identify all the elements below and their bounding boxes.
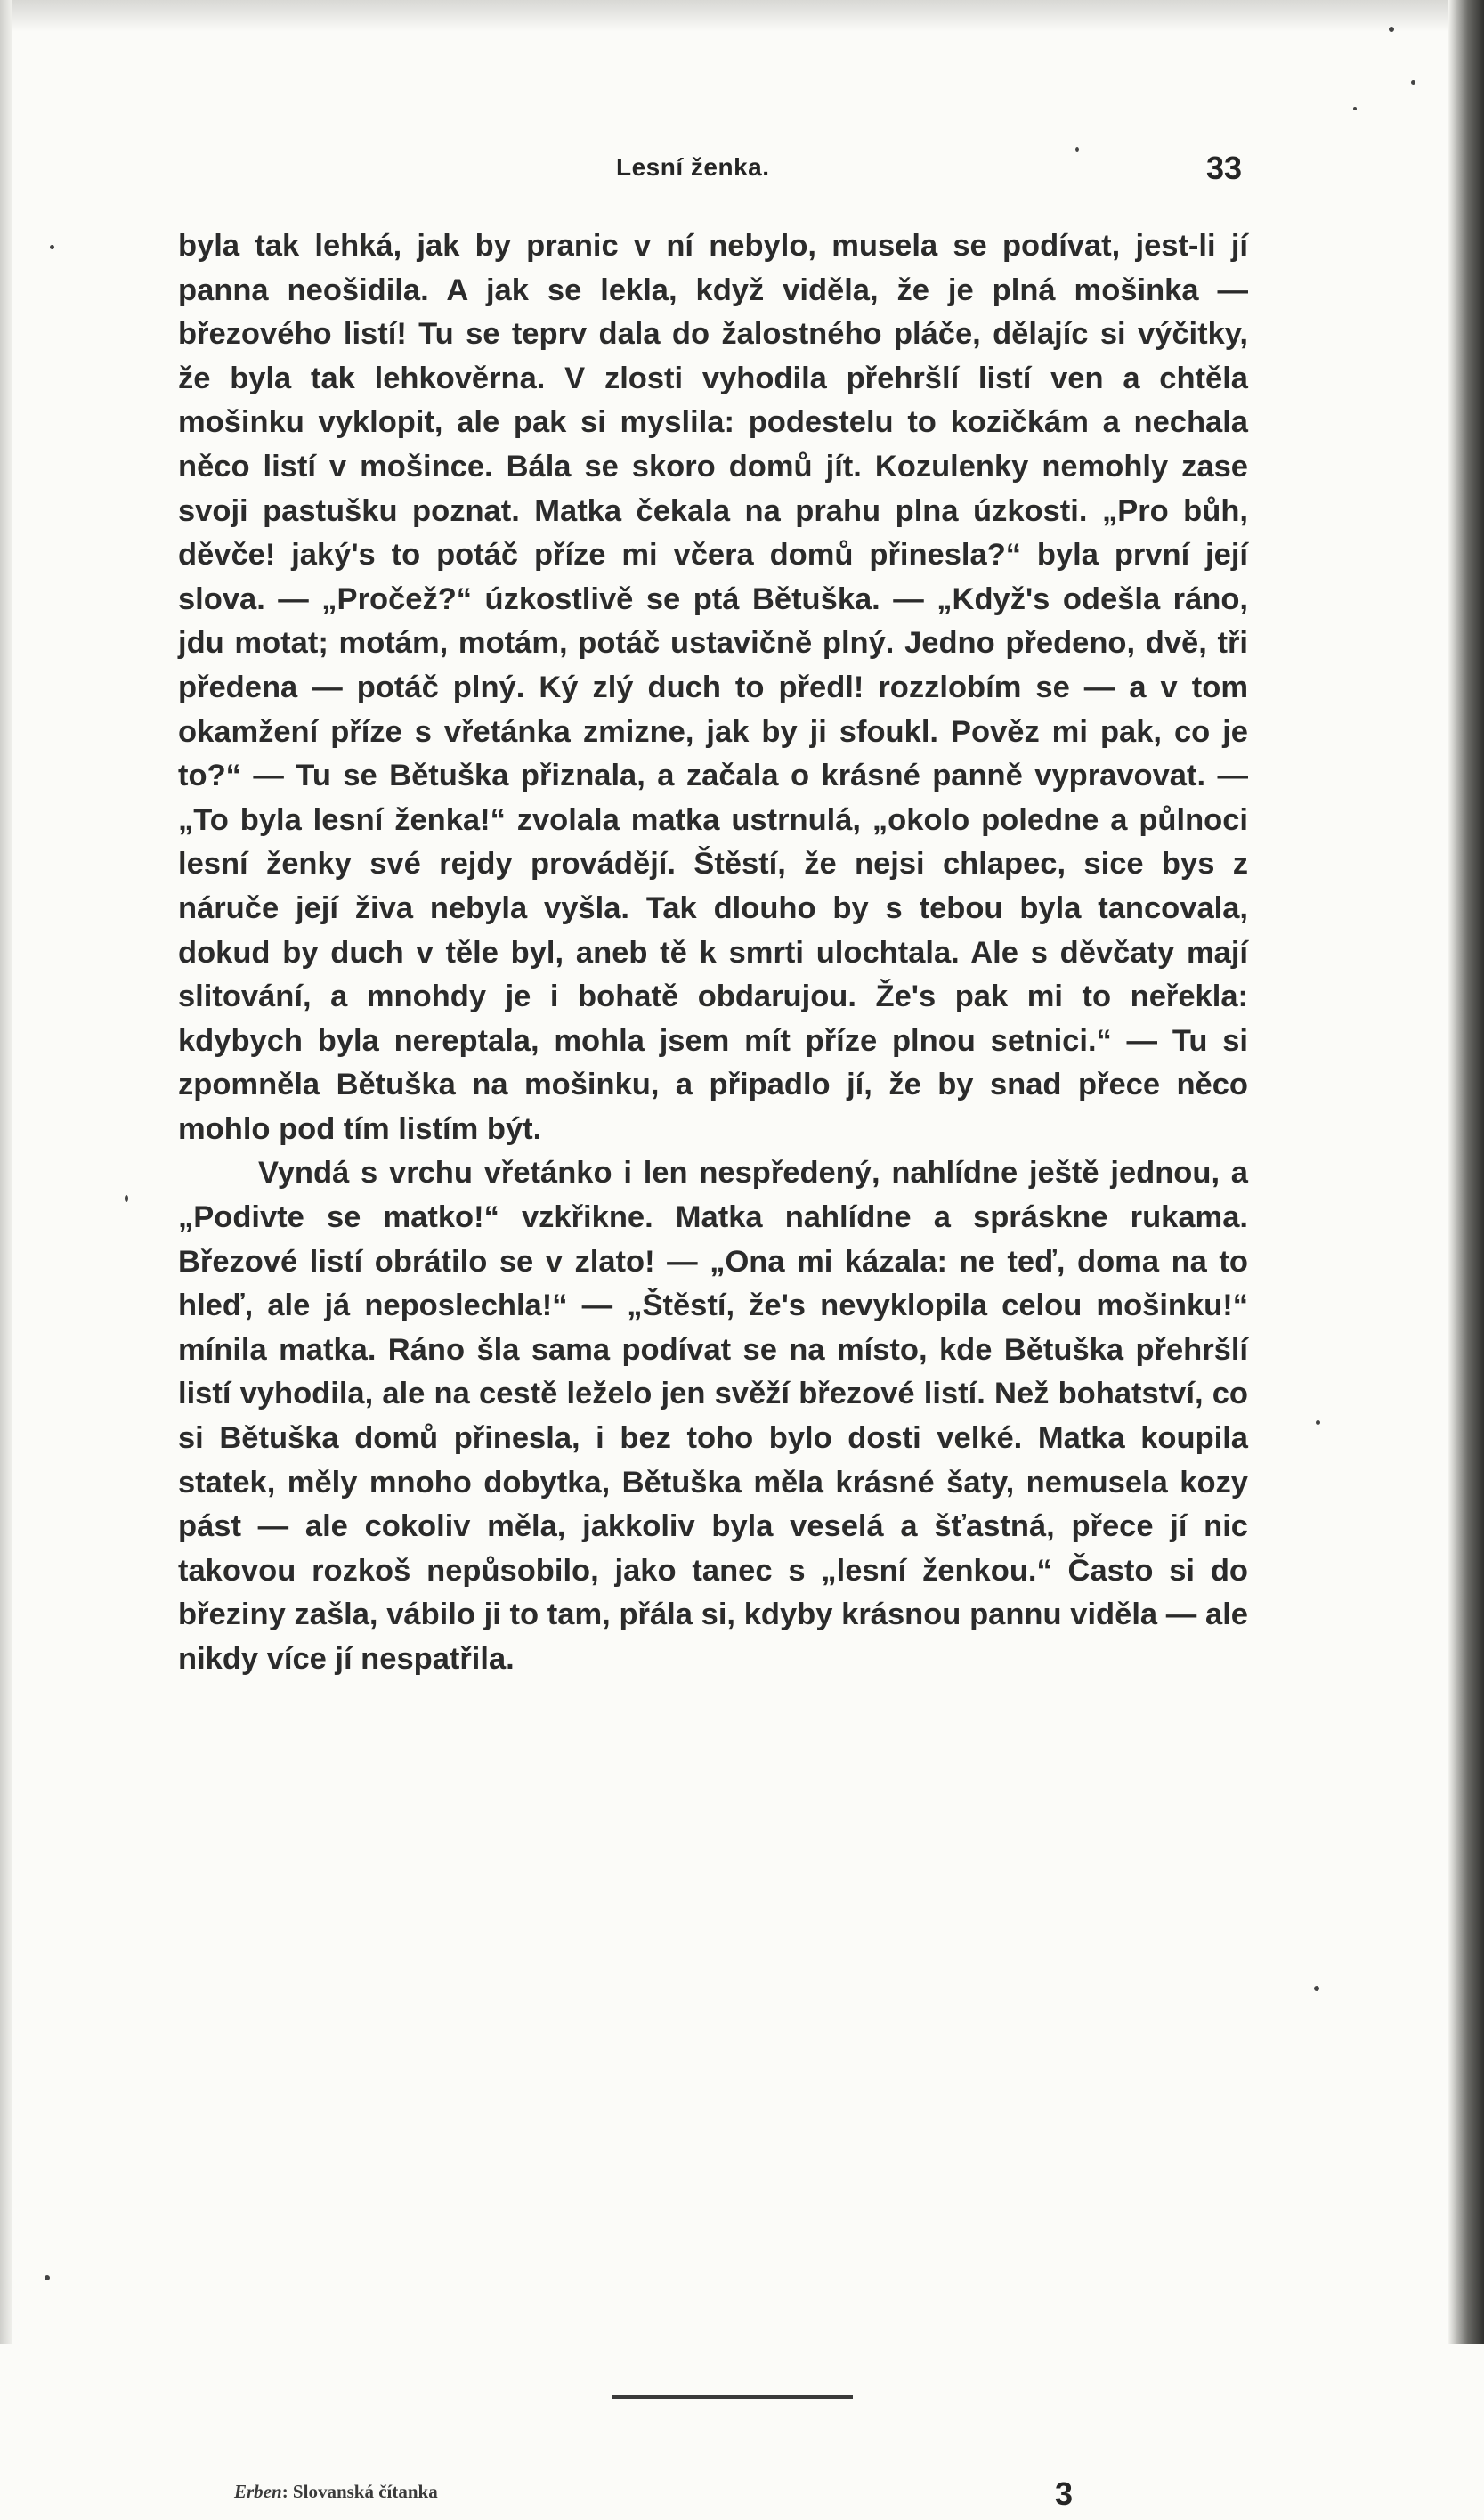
- page-header: [178, 150, 1242, 198]
- footer-imprint: [234, 2481, 438, 2503]
- scan-speck: [1314, 1986, 1319, 1991]
- scan-speck: [1353, 107, 1357, 110]
- running-title: Lesní ženka.: [616, 153, 770, 181]
- scan-speck: [1411, 80, 1415, 85]
- body-text: [178, 224, 1248, 1682]
- paragraph: byla tak lehká, jak by pranic v ní nebylo, musela se podívat, jest-li jí panna neošidila. A jak se lekla, když viděla, že je plná mošinka — březového listí! Tu se teprv dala do žalostného pláče, dělajíc si výčitky, že byla tak lehkověrna. V zlosti vyhodila přehršlí listí ven a chtěla mošinku vyklopit, ale pak si myslila: podestelu to kozičkám a nechala něco listí v mošince. Bála se skoro domů jít. Kozulenky nemohly zase svoji pastušku poznat. Matka čekala na prahu plna úzkosti. „Pro bůh, děvče! jaký's to potáč příze mi včera domů přinesla?“ byla první její slova. — „Pročež?“ úzkostlivě se ptá Bětuška. — „Když's odešla ráno, jdu motat; motám, motám, potáč ustavičně plný. Jedno předeno, dvě, tři předena — potáč plný. Ký zlý duch to předl! rozzlobím se — a v tom okamžení příze s vřetánka zmizne, jak by ji sfoukl. Pověz mi pak, co je to?“ — Tu se Bětuška přiznala, a začala o krásné panně vypravovat. — „To byla lesní ženka!“ zvolala matka ustrnulá, „okolo poledne a půlnoci lesní ženky své rejdy provádějí. Štěstí, že nejsi chlapec, sice bys z náruče její živa nebyla vyšla. Tak dlouho by s tebou byla tancovala, dokud by duch v těle byl, aneb tě k smrti ulochtala. Ale s děvčaty mají slitování, a mnohdy je i bohatě obdarujou. Že's pak mi to neřekla: kdybych byla nereptala, mohla jsem mít příze plnou setnici.“ — Tu si zpomněla Bětuška na mošinku, a připadlo jí, že by snad přece něco mohlo pod tím listím být.: [178, 229, 1248, 1146]
- footer-author: Erben: [234, 2481, 282, 2502]
- scan-speck: [1316, 1420, 1320, 1425]
- page-footer: [234, 2475, 1124, 2520]
- scan-speck: [1075, 147, 1079, 152]
- scan-speck: [1389, 27, 1394, 32]
- scan-shadow-right: [1448, 0, 1484, 2344]
- page-number: 33: [1205, 150, 1242, 186]
- scan-shadow-top: [0, 0, 1484, 32]
- scan-speck: [125, 1195, 128, 1202]
- scan-speck: [45, 2275, 50, 2280]
- scan-shadow-left: [0, 0, 12, 2344]
- scan-speck: [50, 245, 54, 249]
- footer-title: : Slovanská čítanka: [281, 2481, 438, 2502]
- end-rule: [612, 2395, 853, 2399]
- paragraph: Vyndá s vrchu vřetánko i len nespředený, nahlídne ještě jednou, a „Podivte se matko!“ vzkřikne. Matka nahlídne a spráskne rukama. Březové listí obrátilo se v zlato! — „Ona mi kázala: ne teď, doma na to hleď, ale já neposlechla!“ — „Štěstí, že's nevyklopila celou mošinku!“ mínila matka. Ráno šla sama podívat se na místo, kde Bětuška přehršlí listí vyhodila, ale na cestě leželo jen svěží březové listí. Než bohatství, co si Bětuška domů přinesla, i bez toho bylo dosti velké. Matka koupila statek, měly mnoho dobytka, Bětuška měla krásné šaty, nemusela kozy pást — ale cokoliv měla, jakkoliv byla veselá a šťastná, přece jí nic takovou rozkoš nepůsobilo, jako tanec s „lesní ženkou.“ Často si do březiny zašla, vábilo ji to tam, přála si, kdyby krásnou pannu viděla — ale nikdy více jí nespatřila.: [178, 1156, 1248, 1676]
- signature-mark: 3: [1055, 2475, 1074, 2512]
